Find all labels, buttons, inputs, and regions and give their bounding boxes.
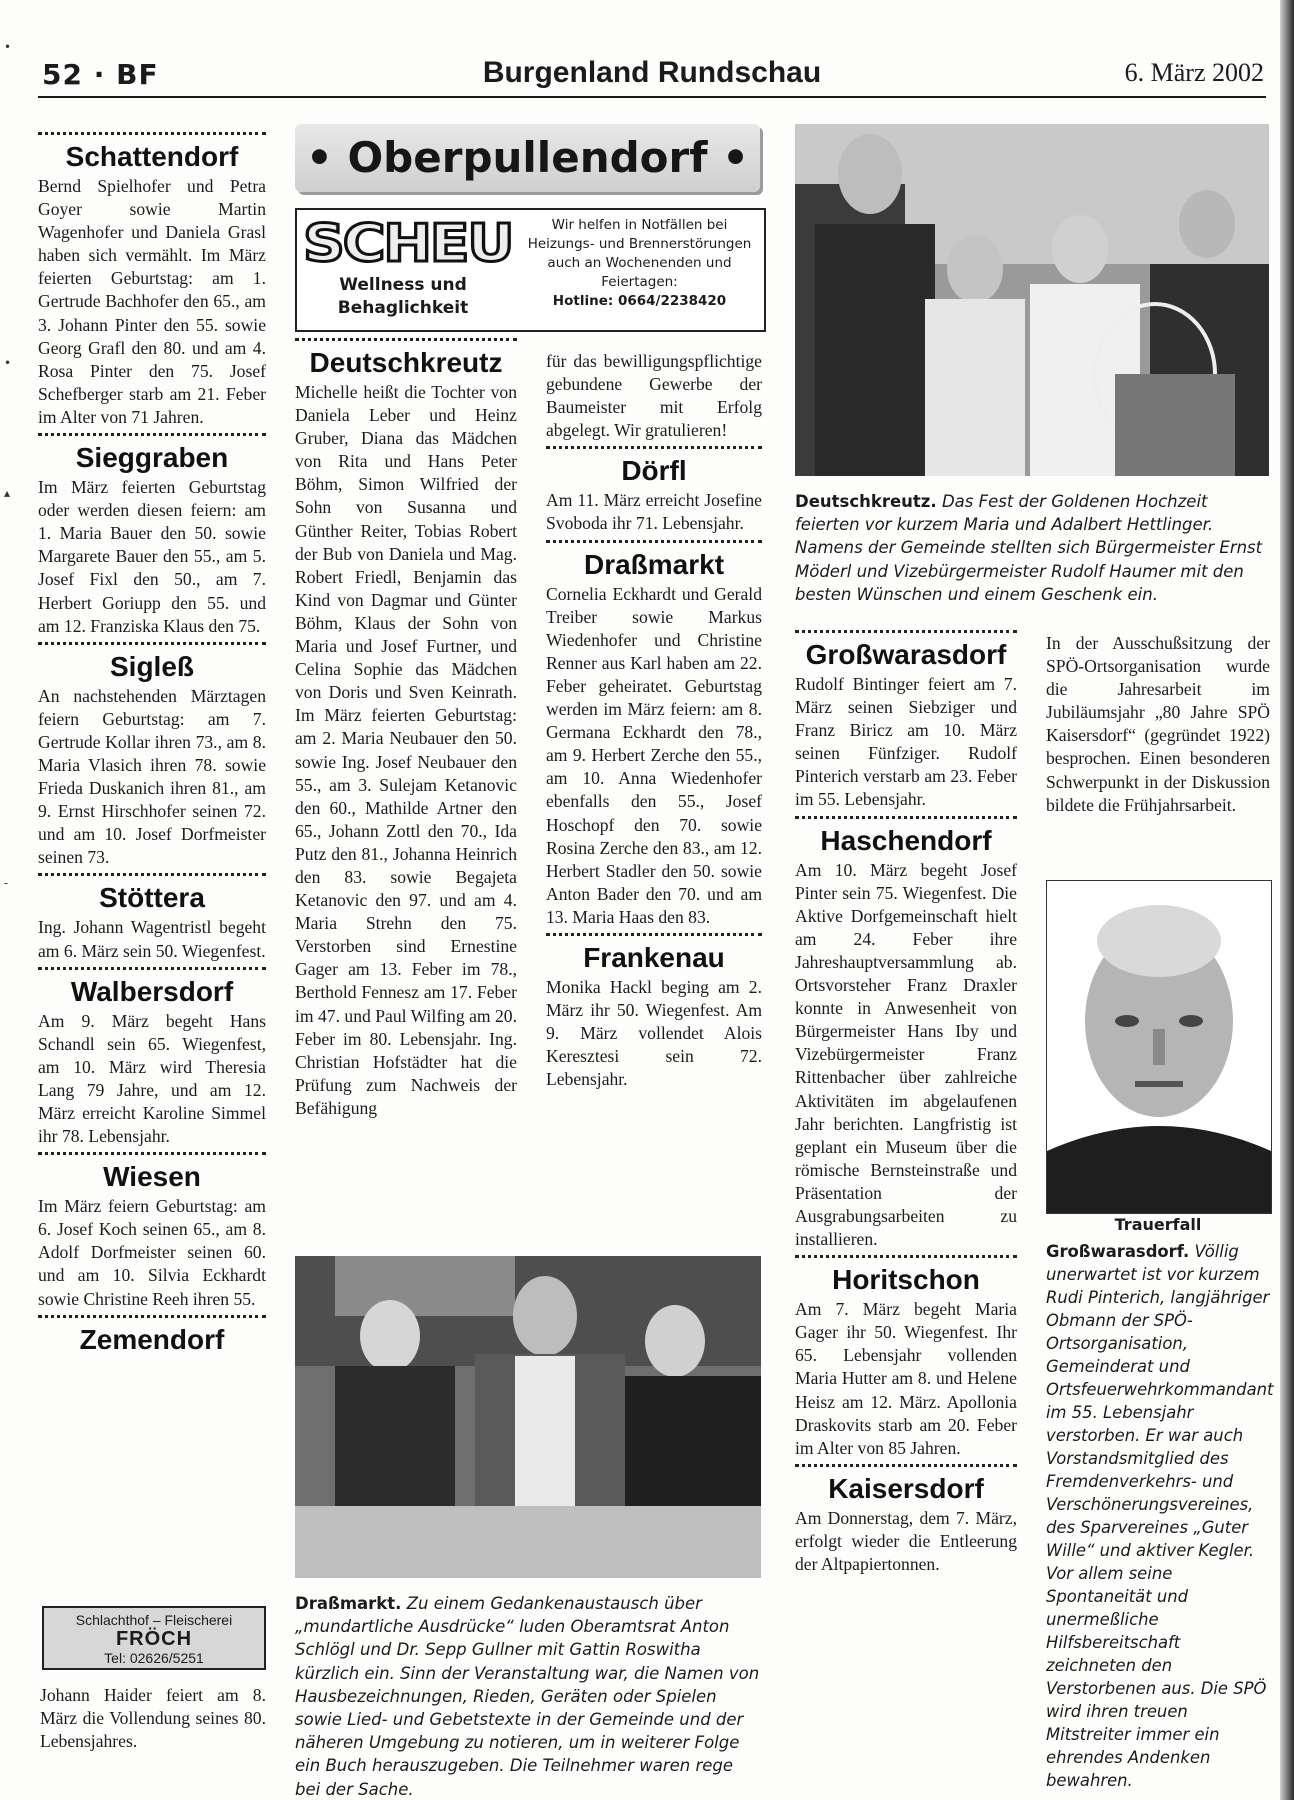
scheu-hotline: Hotline: 0664/2238420 bbox=[552, 293, 727, 309]
scheu-advert bbox=[295, 208, 766, 332]
obituary-title: Trauerfall bbox=[1114, 1215, 1202, 1234]
froech-advert bbox=[42, 1606, 266, 1670]
obituary-place: Großwarasdorf. bbox=[1046, 1242, 1190, 1261]
caption-text: Das Fest der Goldenen Hochzeit feierten vor kurzem Maria und Adalbert Hettlinger. Namens der Gemeinde stellten sich Bürgermeister Ernst Möderl und Vizebürgermeister Rudolf Haumer mit den besten Wünschen und einem Geschenk ein. bbox=[795, 492, 1263, 604]
section-title: Schattendorf bbox=[65, 141, 239, 172]
page-header bbox=[38, 52, 1266, 98]
section-text: Am Donnerstag, dem 7. März, erfolgt wieder die Entleerung der Altpapiertonnen. bbox=[795, 1507, 1017, 1574]
newspaper-title: Burgenland Rundschau bbox=[482, 56, 822, 89]
section-text: Cornelia Eckhardt und Gerald Treiber sowie Markus Wiedenhofer und Christine Renner aus Karl haben am 22. Feber geheiratet. Geburtstag werden im März feiern: am 8. Germana Eckhardt den 78., am 9. Herbert Zerche den 55., am 10. Anna Wiedenhofer ebenfalls den 55., Josef Hoschopf den 70. sowie Rosina Zerche den 83., am 12. Herbert Stadler den 50. sowie Anton Bader den 70. und am 13. Maria Haas den 83. bbox=[546, 583, 762, 927]
section-title: Wiesen bbox=[103, 1161, 201, 1193]
region-banner: • Oberpullendorf • bbox=[295, 124, 760, 192]
caption-place: Draßmarkt. bbox=[295, 1594, 402, 1613]
section-title: Kaisersdorf bbox=[828, 1472, 984, 1504]
margin-mark: ▴ bbox=[4, 486, 11, 500]
section-text: für das bewilligungspflichtige gebundene Gewerbe der Baumeister mit Erfolg abgelegt. Wir gratulieren! bbox=[546, 351, 762, 441]
froech-brand: FRÖCH bbox=[115, 1628, 193, 1650]
scheu-info bbox=[527, 216, 752, 311]
scheu-subtitle-line1: Wellness und bbox=[339, 275, 467, 295]
photo-golden-wedding bbox=[795, 124, 1269, 476]
section-text: Im März feiern Geburtstag: am 6. Josef Koch seinen 65., am 8. Adolf Dorfmeister seinen 60. und am 10. Silvia Eckhardt sowie Christine Reeh ihren 55. bbox=[38, 1196, 266, 1309]
section-title: Walbersdorf bbox=[70, 975, 234, 1007]
scheu-logo: SCHEU bbox=[303, 214, 513, 274]
column-2 bbox=[295, 334, 517, 1120]
section-title: Deutschkreutz bbox=[309, 347, 503, 378]
section-text: Im März feierten Geburtstag oder werden diesen feiern: am 1. Maria Bauer den 50. sowie Margarete Bauer den 55., am 5. Josef Fixl den 50., am 7. Herbert Goriupp den 55. und am 12. Franziska Klaus den 75. bbox=[38, 477, 266, 636]
section-title: Frankenau bbox=[583, 941, 725, 973]
column-4 bbox=[795, 626, 1017, 1576]
photo-golden-wedding-caption bbox=[795, 490, 1269, 606]
margin-mark: • bbox=[4, 40, 12, 54]
caption-place: Deutschkreutz. bbox=[795, 492, 937, 511]
froech-phone: Tel: 02626/5251 bbox=[104, 1650, 204, 1666]
scheu-subtitle bbox=[303, 274, 503, 320]
section-title: Draßmarkt bbox=[583, 548, 725, 580]
section-text: Bernd Spielhofer und Petra Goyer sowie Martin Wagenhofer und Daniela Grasl haben sich vermählt. Im März feierten Geburtstag: am 1. Gertrude Bachhofer den 65., am 3. Johann Pinter den 55. sowie Georg Grafl den 80. und am 4. Rosa Pinter den 75. Josef Schefberger starb am 21. Feber im Alter von 71 Jahren. bbox=[38, 176, 266, 427]
section-title: Sigleß bbox=[109, 650, 194, 682]
scheu-info-text: Wir helfen in Notfällen bei Heizungs- und Brennerstörungen auch an Wochenenden und Feiertagen: bbox=[527, 217, 752, 290]
page-edge-shadow bbox=[1280, 0, 1294, 1800]
section-text: Am 11. März erreicht Josefine Svoboda ihr 71. Lebensjahr. bbox=[546, 490, 762, 534]
photo-drassmarkt-meeting bbox=[295, 1256, 761, 1578]
section-title: Sieggraben bbox=[75, 442, 229, 474]
section-text: Johann Haider feiert am 8. März die Vollendung seines 80. Lebensjahres. bbox=[40, 1685, 266, 1752]
margin-mark: • bbox=[4, 356, 12, 370]
issue-date: 6. März 2002 bbox=[1124, 58, 1264, 87]
photo-drassmarkt-image bbox=[295, 1256, 761, 1578]
section-title: Zemendorf bbox=[79, 1323, 225, 1355]
section-text: In der Ausschußsitzung der SPÖ-Ortsorganisation wurde die Jahresarbeit im Jubiläumsjahr „80 Jahre SPÖ Kaisersdorf“ (gegründet 1922) besprochen. Einen besonderen Schwerpunkt in der Diskussion bildete die Frühjahrsarbeit. bbox=[1046, 633, 1270, 815]
section-text: An nachstehenden Märztagen feiern Geburtstag: am 7. Gertrude Kollar ihren 73., am 8. Maria Vlasich ihren 78. sowie Frieda Duskanich ihren 81., am 9. Ernst Hirschhofer seinen 72. und am 10. Josef Dorfmeister seinen 73. bbox=[38, 685, 266, 868]
section-title: Großwarasdorf bbox=[805, 639, 1007, 670]
section-title: Dörfl bbox=[621, 455, 687, 487]
column-5 bbox=[1046, 632, 1270, 817]
section-text: Am 7. März begeht Maria Gager ihr 50. Wiegenfest. Ihr 65. Lebensjahr vollenden Maria Hutter am 8. und Helene Heisz am 12. März. Apollonia Draskovits starb am 20. Feber im Alter von 85 Jahren. bbox=[795, 1299, 1017, 1458]
page-number: 52 · BF bbox=[42, 58, 159, 91]
section-text: Am 9. März begeht Hans Schandl sein 65. Wiegenfest, am 10. März wird Theresia Lang 79 Jahre, und am 12. März erreicht Karoline Simmel ihr 78. Lebensjahr. bbox=[38, 1010, 266, 1147]
obituary-body: Völlig unerwartet ist vor kurzem Rudi Pinterich, langjähriger Obmann der SPÖ-Ortsorganisation, Gemeinderat und Ortsfeuerwehrkommandant im 55. Lebensjahr verstorben. Er war auch Vorstandsmitglied des Fremdenverkehrs- und Verschönerungsvereines, des Sparvereines „Guter Wille“ und aktiver Kegler. Vor allem seine Spontaneität und unermeßliche Hilfsbereitschaft zeichneten den Verstorbenen aus. Die SPÖ wird ihren treuen Mitstreiter immer ein ehrendes Andenken bewahren. bbox=[1046, 1242, 1274, 1790]
obituary-portrait bbox=[1046, 880, 1272, 1214]
section-title: Haschendorf bbox=[820, 824, 992, 856]
section-title: Stöttera bbox=[99, 882, 205, 914]
section-text: Am 10. März begeht Josef Pinter sein 75. Wiegenfest. Die Aktive Dorfgemeinschaft hielt am 24. Feber ihre Jahreshauptversammlung ab. Ortsvorsteher Franz Draxler konnte in Anwesenheit von Bürgermeister Hans Iby und Vizebürgermeister Franz Rittenbacher über zahlreiche Aktivitäten im abgelaufenen Jahr berichten. Langfristig ist geplant ein Museum über die römische Bernsteinstraße und Präsentation der Ausgrabungsarbeiten zu installieren. bbox=[795, 859, 1017, 1250]
obituary-text bbox=[1046, 1240, 1274, 1792]
section-title: Horitschon bbox=[832, 1264, 980, 1296]
photo-drassmarkt-caption bbox=[295, 1592, 761, 1800]
section-text: Michelle heißt die Tochter von Daniela Leber und Heinz Gruber, Diana das Mädchen von Rita und Hans Peter Böhm, Simon Wilfried der Sohn von Susanna und Günther Reiter, Tobias Robert der Bub von Daniela und Mag. Robert Friedl, Benjamin das Kind von Dagmar und Günter Böhm, Klaus der Sohn von Maria und Josef Furtner, und Celina Sophie das Mädchen von Doris und Sven Keinrath. Im März feierten Geburtstag: am 2. Maria Neubauer den 50. sowie Ing. Josef Neubauer den 55., am 3. Sulejam Ketanovic den 60., Mathilde Artner den 65., Johann Zottl den 70., Ida Putz den 81., Johanna Heinrich den 83. sowie Begajeta Ketanovic den 97. und am 4. Maria Strehn den 75. Verstorben sind Ernestine Gager am 13. Feber im 78., Berthold Fennesz am 17. Feber im 47. und Paul Wilfing am 20. Feber im 80. Lebensjahr. Ing. Christian Hofstädter hat die Prüfung zum Nachweis der Befähigung bbox=[295, 382, 517, 1118]
caption-text: Zu einem Gedankenaustausch über „mundartliche Ausdrücke“ luden Oberamtsrat Anton Schlögl und Dr. Sepp Gullner mit Gattin Roswitha kürzlich ein. Sinn der Veranstaltung war, die Namen von Hausbezeichnungen, Rieden, Geräten oder Spielen sowie Lied- und Gebetstexte in der Gemeinde und der näheren Umgebung zu notieren, um in weiterer Folge ein Buch herauszugeben. Die Teilnehmer waren rege bei der Sache. bbox=[295, 1594, 760, 1799]
photo-golden-wedding-image bbox=[795, 124, 1269, 476]
obituary-portrait-image bbox=[1047, 881, 1271, 1213]
froech-line1: Schlachthof – Fleischerei bbox=[75, 1612, 233, 1628]
margin-mark: - bbox=[4, 876, 9, 890]
column-1 bbox=[38, 128, 266, 1358]
section-text: Ing. Johann Wagentristl begeht am 6. März sein 50. Wiegenfest. bbox=[38, 917, 266, 961]
scheu-subtitle-line2: Behaglichkeit bbox=[337, 298, 469, 318]
column-3 bbox=[546, 350, 762, 1091]
section-text: Rudolf Bintinger feiert am 7. März seinen Siebziger und Franz Biricz am 10. März seinen Fünfziger. Rudolf Pinterich verstarb am 23. Feber im 55. Lebensjahr. bbox=[795, 674, 1017, 810]
section-text: Monika Hackl beging am 2. März ihr 50. Wiegenfest. Am 9. März vollendet Alois Keresztesi sein 72. Lebensjahr. bbox=[546, 976, 762, 1090]
